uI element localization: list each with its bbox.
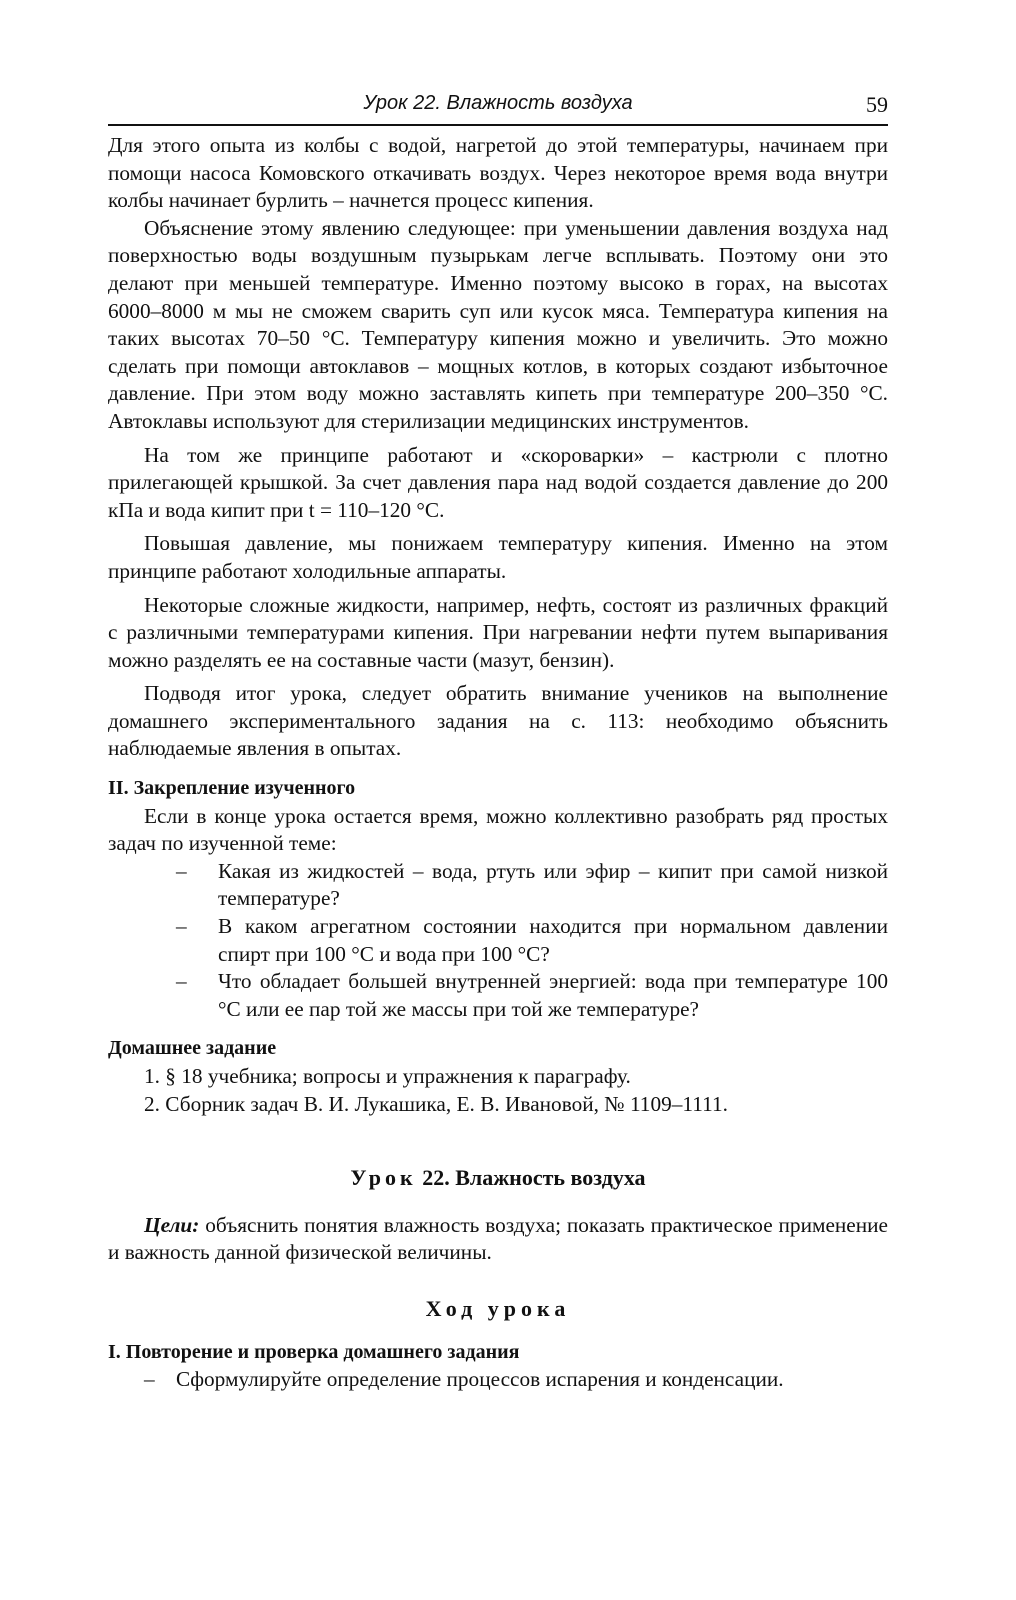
list-item-text: Какая из жидкостей – вода, ртуть или эфир – кипит при самой низкой температуре? [218, 858, 888, 911]
main-text [108, 132, 888, 1394]
list-item-text: В каком агрегатном состоянии находится при нормальном давлении спирт при 100 °С и вода при 100 °С? [218, 914, 888, 966]
lesson-goals [108, 1212, 888, 1267]
dash-bullet: – [176, 858, 187, 883]
paragraph: Для этого опыта из колбы с водой, нагретой до этой температуры, начинаем при помощи насоса Комовского откачивать воздух. Через некоторое время вода внутри колбы начинает бурлить – начнется процесс кипения. [108, 133, 888, 213]
list-item [108, 1366, 888, 1394]
dash-bullet: – [176, 914, 187, 939]
list-item [108, 858, 888, 913]
lesson-title-rest: 22. Влажность воздуха [422, 1165, 646, 1191]
paragraph: На том же принципе работают и «скороварки» – кастрюли с плотно прилегающей крышкой. За счет давления пара над водой создается давление до 200 кПа и вода кипит при t = 110–120 °С. [108, 442, 888, 522]
dash-bullet: – [176, 969, 187, 994]
page-number: 59 [866, 92, 888, 117]
paragraph: Если в конце урока остается время, можно коллективно разобрать ряд простых задач по изученной теме: [108, 803, 888, 856]
dash-bullet: – [144, 1367, 155, 1392]
section-heading-review: I. Повторение и проверка домашнего задания [108, 1340, 520, 1363]
lesson-title [108, 1164, 888, 1192]
paragraph: Повышая давление, мы понижаем температуру кипения. Именно на этом принципе работают холодильные аппараты. [108, 531, 888, 583]
paragraph: Некоторые сложные жидкости, например, нефть, состоят из различных фракций с различными температурами кипения. При нагревании нефти путем выпаривания можно разделять ее на составные части (мазут, бензин). [108, 592, 888, 672]
goals-text: объяснить понятия влажность воздуха; показать практическое применение и важность данной физической величины. [108, 1212, 888, 1265]
list-item: 1. § 18 учебника; вопросы и упражнения к параграфу. [144, 1064, 631, 1088]
paragraph: Объяснение этому явлению следующее: при уменьшении давления воздуха над поверхностью воды воздушным пузырькам легче всплывать. Поэтому они это делают при меньшей температуре. Именно поэтому высоко в горах, на высотах 6000–8000 м мы не сможем сварить суп или кусок мяса. Температура кипения на таких высотах 70–50 °С. Температуру кипения можно и увеличить. Это можно сделать при помощи автоклавов – мощных котлов, в которых создают избыточное давление. При этом воду можно заставлять кипеть при температуре 200–350 °С. Автоклавы используют для стерилизации медицинских инструментов. [108, 215, 888, 433]
course-heading: Ход урока [425, 1295, 571, 1321]
paragraph: Подводя итог урока, следует обратить внимание учеников на выполнение домашнего экспериментального задания на с. 113: необходимо объяснить наблюдаемые явления в опытах. [108, 681, 888, 761]
list-item [108, 968, 888, 1023]
list-item: 2. Сборник задач В. И. Лукашика, Е. В. Ивановой, № 1109–1111. [144, 1091, 728, 1116]
list-item-text: Сформулируйте определение процессов испарения и конденсации. [176, 1367, 784, 1392]
running-header [108, 88, 888, 126]
goals-label: Цели: [144, 1212, 200, 1237]
lesson-title-prefix: Урок [350, 1165, 417, 1191]
homework-list [108, 1063, 888, 1118]
section-heading-consolidation: II. Закрепление изученного [108, 777, 356, 800]
list-item-text: Что обладает большей внутренней энергией: вода при температуре 100 °С или ее пар той же массы при той же температуре? [218, 969, 888, 1021]
running-title: Урок 22. Влажность воздуха [363, 92, 633, 114]
book-page [108, 88, 888, 1394]
question-list [108, 858, 888, 1024]
list-item [108, 913, 888, 968]
section-heading-homework: Домашнее задание [108, 1037, 277, 1060]
